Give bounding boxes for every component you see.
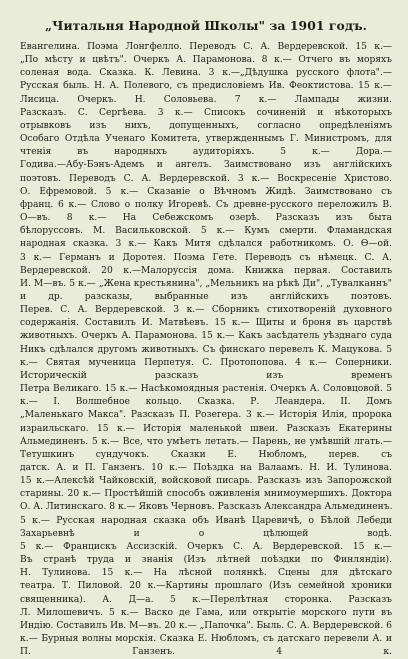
page-title: „Читальня Народной Школы" за 1901 годъ. [44, 18, 368, 33]
catalog-line: народная сказка. 3 к.— Какъ Митя сдѣлался работникомъ. О. Ѳ—ой. [20, 239, 392, 250]
catalog-line: 3 к.— Германъ и Доротея. Поэма Гете. Переводъ съ нѣмецк. С. А. [20, 252, 392, 263]
catalog-line-part: Альмединенъ. 5 к.— Все, что умѣетъ летать.— Парень, не умѣвшій лгать.— [20, 436, 392, 447]
catalog-line [20, 383, 392, 409]
catalog-line [20, 409, 392, 462]
catalog-line-part: 15 к.—Алексѣй Чайковскій, войсковой писарь. Разсказъ изъ Запорожской [20, 476, 392, 487]
catalog-line: бѣлоруссовъ. М. Васильковской. 5 к.— Кумъ смерти. Фламандская [20, 226, 392, 237]
catalog-line: Н. Тулинова. 15 к.— На лѣсной полянкѣ. Сцены для дѣтскаго [20, 568, 392, 579]
catalog-line: Разсказъ. С. Сергѣева. 3 к.— Списокъ сочиненій и нѣкоторыхъ [20, 107, 392, 118]
catalog-line [20, 580, 392, 606]
catalog-line: Евангелина. Поэма Лонгфелло. Переводъ С. А. Вердеревской. 15 к.— [20, 42, 392, 52]
catalog-line-part: „Маленькаго Макса". Разсказъ П. Розегера. 3 к.— Исторія Илія, пророка [20, 410, 392, 421]
catalog-line: соленая вода. Сказка. К. Левина. 3 к.—„Дѣдушка русского флота".— [20, 68, 392, 79]
catalog-line-part: Лисица. Очеркъ. Н. Соловьева. 7 к.— Лампады жизни. [20, 94, 392, 105]
catalog-line: датск. А. и П. Ганзенъ. 10 к.— Поѣздка на Валаамъ. Н. И. Тулинова. [20, 463, 392, 473]
catalog-line-part: старины. 20 к.— Простѣйшій способъ оживленія мнимоумершихъ. Доктора [20, 489, 392, 500]
catalog-line-part: П. Ганзенъ. 4 к. [20, 647, 392, 658]
catalog-line-part: Особаго Отдѣла Ученаго Комитета, утвержденнымъ Г. Министромъ, для [20, 134, 392, 145]
catalog-line: 5 к.— Францискъ Ассизскій. Очеркъ С. А. Вердеревской. 15 к.— [20, 541, 392, 552]
catalog-line-part: к.— Святая мученица Перпетуя. С. Протопопова. 4 к.— Соперники. [20, 357, 392, 368]
catalog-line: О. Ефремовой. 5 к.— Сказаніе о Вѣчномъ Жидѣ. Заимствовано съ [20, 186, 392, 197]
catalog-line-part: Историческій разсказъ изъ временъ [20, 370, 392, 381]
catalog-line: отрывковъ изъ нихъ, допущенныхъ, согласно опредѣленіямъ [20, 120, 392, 131]
catalog-line [20, 133, 392, 159]
catalog-line-part: к.— І. Волшебное кольцо. Сказка. Р. Леандера. ІІ. Домъ [20, 397, 392, 408]
catalog-line [20, 475, 392, 541]
catalog-line-part: театра. Т. Пиловой. 20 к.—Картины прошлаго (Изъ семейной хроники [20, 581, 392, 592]
catalog-line: Годива.—Абу-Бэнъ-Адемъ и ангелъ. Заимствовано изъ англійскихъ [20, 160, 392, 171]
catalog-line [20, 80, 392, 106]
catalog-line-part: О—въ. 8 к.— На Себежскомъ озерѣ. Разсказъ изъ быта [20, 213, 392, 224]
catalog-line: содержанія. Составилъ И. Матвѣевъ. 15 к.— Щиты и броня въ царствѣ [20, 318, 392, 329]
catalog-line-part: к.— Бурныя волны морскія. Сказка Е. Нюбломъ, съ датскаго перевели А. и [20, 634, 392, 645]
catalog-line-part: чтенія въ народныхъ аудиторіяхъ. 5 к.— Дора.— [20, 147, 392, 158]
catalog-line: Вердеревской. 20 к.—Малоруссія дома. Книжка первая. Составилъ [20, 265, 392, 276]
catalog-line-part: франц. 6 к.— Слово о полку Игоревѣ. Съ древне-русского переложилъ В. [20, 199, 392, 210]
catalog-line-part: животныхъ. Очеркъ А. Парамонова. 15 к.— Какъ засѣдатель уѣзднаго суда [20, 331, 392, 342]
catalog-line-part: Никъ сдѣлался другомъ животныхъ. Съ финскаго перевелъ К. Мацукова. 5 [20, 344, 392, 355]
catalog-line: поэтовъ. Переводъ С. А. Вердеревской. 3 к.— Воскресеніе Христово. [20, 173, 392, 184]
catalog-line: „По мѣсту и цвѣтъ". Очеркъ А. Парамонова. 8 к.— Отчего въ моряхъ [20, 55, 392, 66]
catalog-line-part: священника). А. Д—а. 5 к.—Перелѣтная сторонка. Разсказъ [20, 594, 392, 605]
catalog-line-part: 5 к.— Русская народная сказка объ Иванѣ Царевичѣ, о Бѣлой Лебеди [20, 515, 392, 526]
catalog-line-part: О. А. Литинскаго. 8 к.— Яковъ Черновъ. Разсказъ Александра Альмединенъ. [20, 502, 392, 513]
catalog-line-part: израильскаго. 15 к.— Исторія маленькой швеи. Разсказъ Екатерины [20, 423, 392, 434]
catalog-line [20, 620, 392, 659]
catalog-line [20, 199, 392, 225]
catalog-line-part: И. М—въ. 5 к.— „Жена крестьянина", „Мельникъ на рѣкѣ Ди", „Тувалканнъ" [20, 278, 392, 289]
catalog-line-part: Русская быль. Н. А. Полевого, съ предисловіемъ Ив. Феоктистова. 15 к.— [20, 81, 392, 92]
catalog-line: Перев. С. А. Вердеревской. 3 к.— Сборникъ стихотвореній духовного [20, 305, 392, 316]
catalog-line-part: Петра Великаго. 15 к.— Насѣкомоядныя растенія. Очеркъ А. Соловцовой. 5 [20, 384, 392, 395]
catalog-line-part: Индію. Составилъ Ив. М—въ. 20 к.— „Папочка". Быль. С. А. Вердеревской. 6 [20, 620, 392, 631]
catalog-line-part: Тетушкинъ сундучокъ. Сказки Е. Нюбломъ, перев. съ [20, 449, 392, 460]
catalog-line [20, 330, 392, 383]
catalog-line-part: Захарьевнѣ и о цѣлющей водѣ. [20, 528, 392, 539]
catalog-line: Въ странѣ труда и знанія (Изъ лѣтней поѣздки по Финляндіи). [20, 555, 392, 566]
catalog-line-part: и др. разсказы, выбранные изъ англійскихъ поэтовъ. [20, 291, 392, 302]
catalog-line [20, 278, 392, 304]
catalog-line: Л. Милошевичъ. 5 к.— Васко де Гама, или открытіе морского пути въ [20, 607, 392, 618]
catalog-text [20, 41, 392, 659]
